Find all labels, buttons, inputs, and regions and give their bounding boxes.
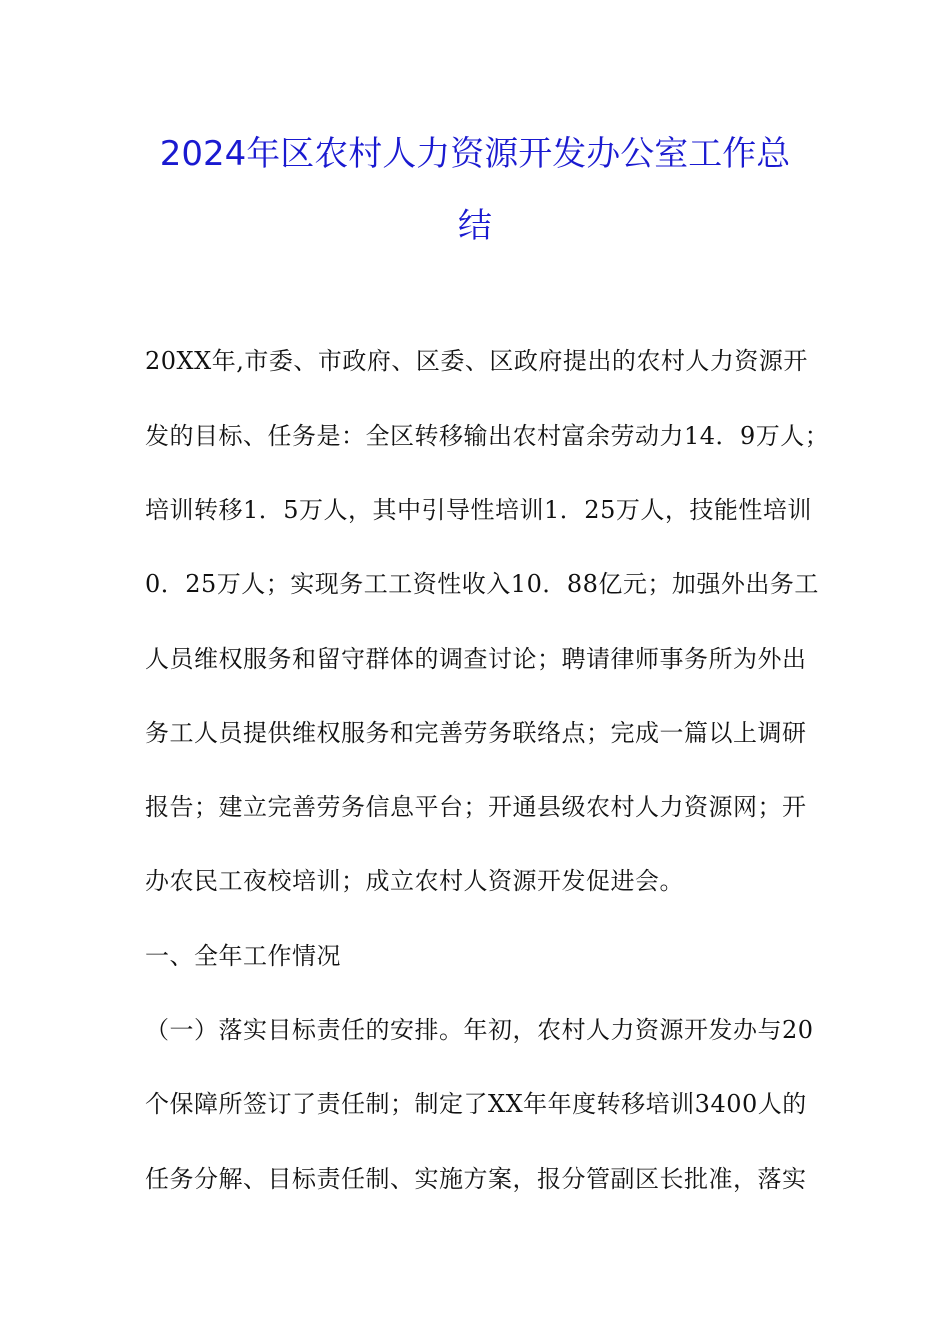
paragraph-line: （一）落实目标责任的安排。年初，农村人力资源开发办与20 (145, 1016, 814, 1044)
paragraph-line: 个保障所签订了责任制；制定了XX年年度转移培训3400人的 (145, 1090, 807, 1118)
paragraph-line: 发的目标、任务是：全区转移输出农村富余劳动力14．9万人； (145, 422, 830, 450)
paragraph-line: 人员维权服务和留守群体的调查讨论；聘请律师事务所为外出 (145, 645, 807, 673)
document-title-line-1: 2024年区农村人力资源开发办公室工作总 (159, 134, 791, 174)
document-title-line-2: 结 (458, 206, 492, 246)
paragraph-line: 报告；建立完善劳务信息平台；开通县级农村人力资源网；开 (145, 793, 807, 821)
paragraph-line: 20XX年,市委、市政府、区委、区政府提出的农村人力资源开 (145, 347, 808, 375)
section-heading: 一、全年工作情况 (145, 942, 341, 970)
paragraph-line: 办农民工夜校培训；成立农村人资源开发促进会。 (145, 867, 684, 895)
paragraph-line: 务工人员提供维权服务和完善劳务联络点；完成一篇以上调研 (145, 719, 807, 747)
paragraph-line: 0．25万人；实现务工工资性收入10．88亿元；加强外出务工 (145, 570, 819, 598)
paragraph-line: 培训转移1．5万人，其中引导性培训1．25万人，技能性培训 (145, 496, 812, 524)
paragraph-line: 任务分解、目标责任制、实施方案，报分管副区长批准，落实 (145, 1165, 807, 1193)
